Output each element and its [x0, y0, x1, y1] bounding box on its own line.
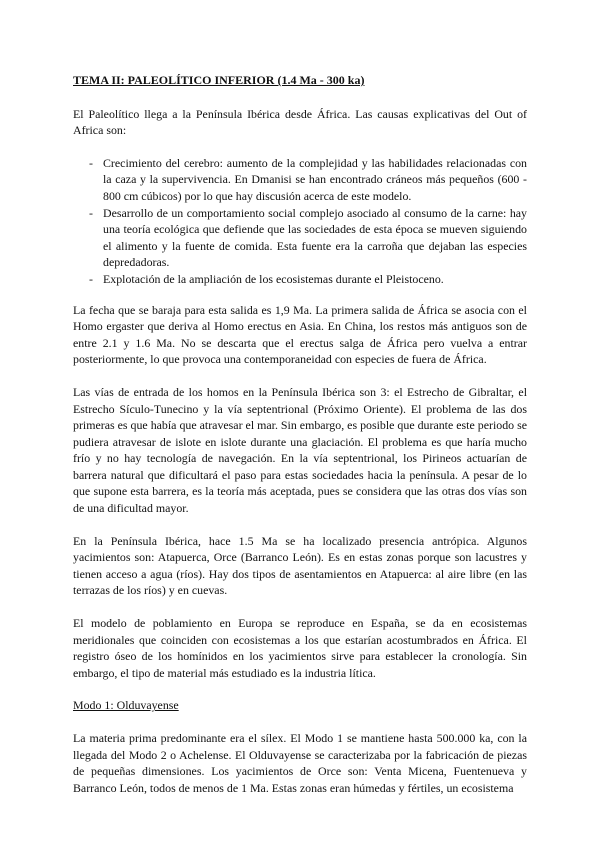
list-item: - Crecimiento del cerebro: aumento de la complejidad y las habilidades relacionadas con la caza y la supervivencia. En Dmanisi se han encontrado cráneos más pequeños (600 - 800 cm cúbicos) por lo que hay discusión acerca de este modelo.: [73, 155, 527, 205]
paragraph-dating: La fecha que se baraja para esta salida es 1,9 Ma. La primera salida de África se asocia con el Homo ergaster que deriva al Homo erectus en Asia. En China, los restos más antiguos son de entre 2.1 y 1.6 Ma. No se descarta que el erectus salga de África pero vuelva a entrar posteriormente, lo que provoca una contemporaneidad con especies de fuera de África.: [73, 302, 527, 367]
paragraph-settlement-model: El modelo de poblamiento en Europa se reproduce en España, se da en ecosistemas meridionales que coinciden con ecosistemas a los que estarían acostumbrados en África. El registro óseo de los homínidos en los yacimientos sirve para establecer la cronología. Sin embargo, el tipo de material más estudiado es la industria lítica.: [73, 616, 527, 680]
page-title: TEMA II: PALEOLÍTICO INFERIOR (1.4 Ma - 300 ka): [73, 73, 365, 87]
section-heading: Modo 1: Olduvayense: [73, 698, 179, 713]
section-paragraph: La materia prima predominante era el sílex. El Modo 1 se mantiene hasta 500.000 ka, con la llegada del Modo 2 o Achelense. El Olduvayense se caracterizaba por la fabricación de piezas de pequeñas dimensiones. Los yacimientos de Orce son: Venta Micena, Fuentenueva y Barranco León, todos de menos de 1 Ma. Estas zonas eran húmedas y fértiles, un ecosistema: [73, 731, 527, 795]
intro-paragraph: El Paleolítico llega a la Península Ibérica desde África. Las causas explicativas del Out of Africa son:: [73, 106, 527, 138]
list-item: - Desarrollo de un comportamiento social complejo asociado al consumo de la carne: hay una teoría ecológica que defiende que las sociedades de esta época se mueven siguiendo el alimento y la fuente de comida. Esta fuente era la carroña que dejaban las especies depredadoras.: [73, 205, 527, 271]
causes-list: [73, 155, 527, 288]
paragraph-entry-routes: Las vías de entrada de los homos en la Península Ibérica son 3: el Estrecho de Gibraltar, el Estrecho Sículo-Tunecino y la vía septentrional (Próximo Oriente). El problema de las dos primeras es que había que atravesar el mar. Sin embargo, es posible que durante este periodo se pudiera atravesar de islote en islote durante una glaciación. El problema es que haría mucho frío y no hay tecnología de navegación. En la vía septentrional, los Pirineos actuarían de barrera natural que dificultará el paso para estas sociedades hacia la península. A pesar de lo que supone esta barrera, es la teoría más aceptada, pues se considera que las otras dos vías son de una dificultad mayor.: [73, 384, 527, 516]
paragraph-iberian-sites: En la Península Ibérica, hace 1.5 Ma se ha localizado presencia antrópica. Algunos yacimientos son: Atapuerca, Orce (Barranco León). Es en estas zonas porque son lacustres y tienen acceso a agua (ríos). Hay dos tipos de asentamientos en Atapuerca: al aire libre (en las terrazas de los ríos) y en cuevas.: [73, 533, 527, 598]
list-item: - Explotación de la ampliación de los ecosistemas durante el Pleistoceno.: [73, 271, 527, 288]
document-page: [73, 72, 527, 812]
